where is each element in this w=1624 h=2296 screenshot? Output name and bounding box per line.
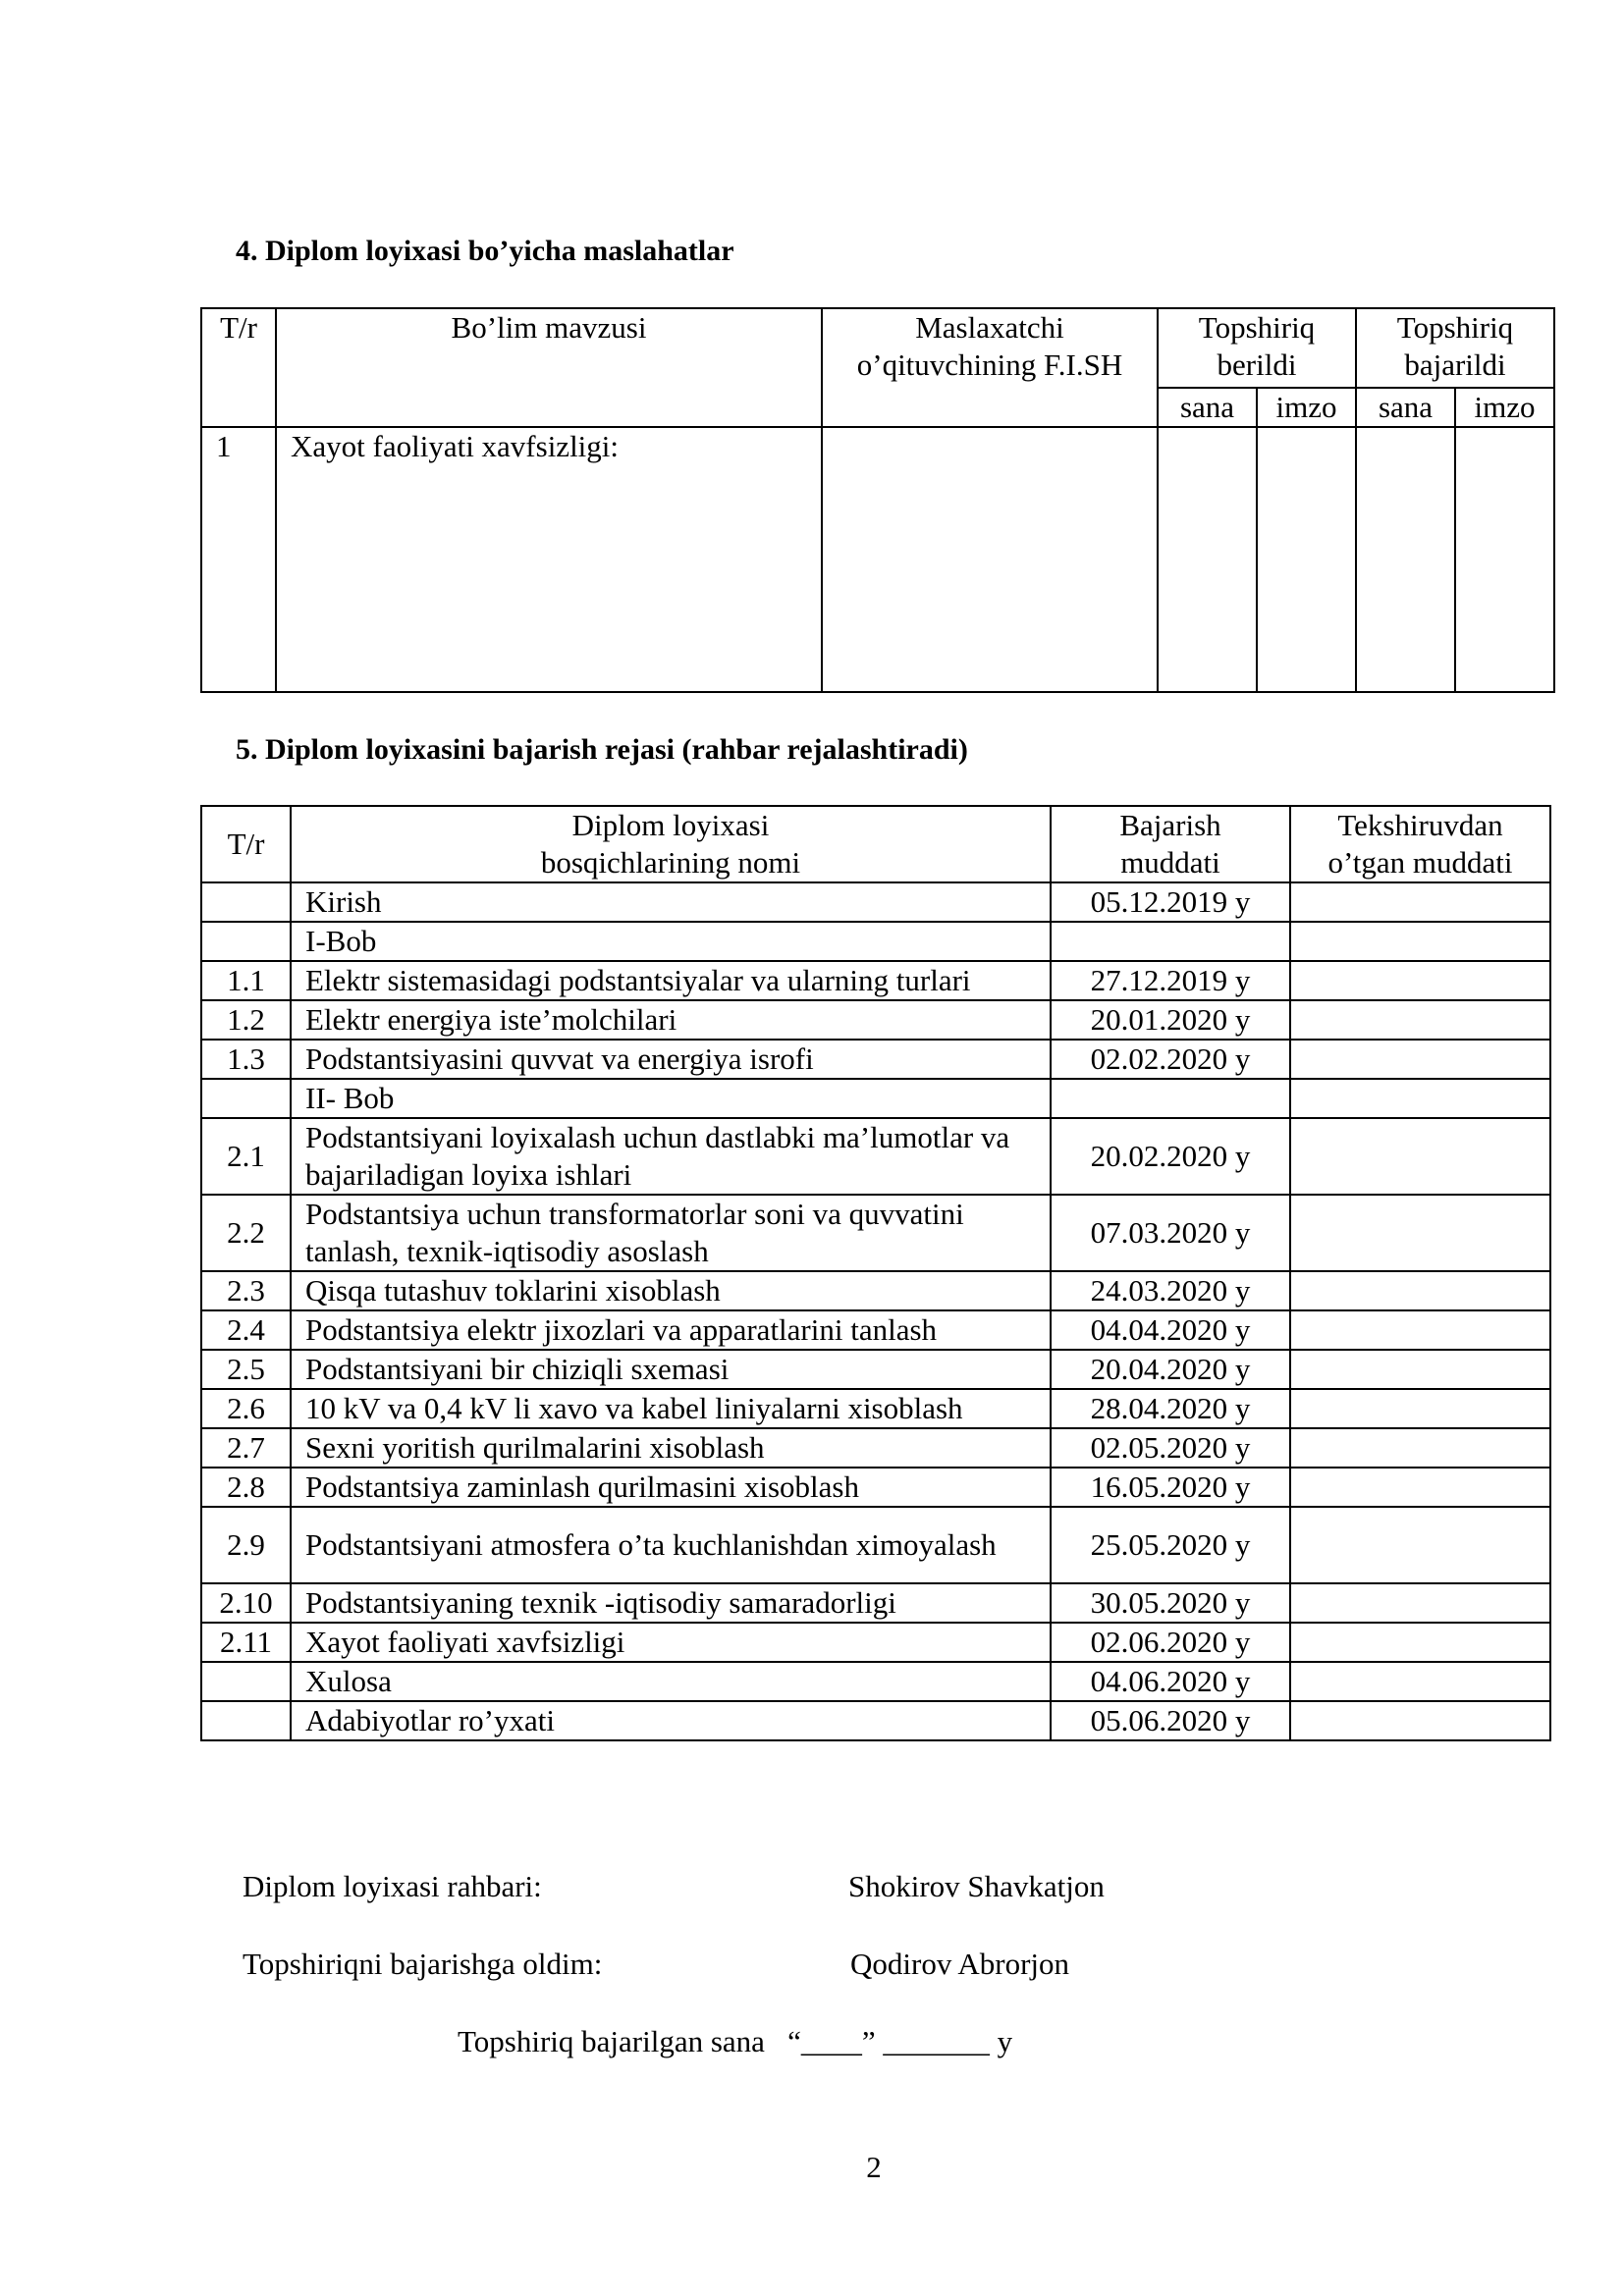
supervisor-name: Shokirov Shavkatjon [848,1869,1105,1903]
row-number [201,922,291,961]
row-given-date [1158,427,1257,692]
row-number: 2.9 [201,1507,291,1583]
row-number: 2.7 [201,1428,291,1468]
row-number [201,1701,291,1740]
consultations-table [200,307,1555,693]
row-stage-name: Qisqa tutashuv toklarini xisoblash [291,1271,1051,1310]
col-header-checked-line2: o’tgan muddati [1327,845,1513,880]
col-header-checked [1290,806,1550,882]
col-header-done-sign: imzo [1455,388,1554,427]
row-checked [1290,1118,1550,1195]
table-row [201,1583,1550,1623]
row-due: 20.04.2020 y [1051,1350,1290,1389]
row-stage-name: Podstantsiyani bir chiziqli sxemasi [291,1350,1051,1389]
row-number [201,882,291,922]
supervisor-label: Diplom loyixasi rahbari: [243,1869,542,1903]
row-due: 20.02.2020 y [1051,1118,1290,1195]
row-number: 1.3 [201,1040,291,1079]
row-checked [1290,1662,1550,1701]
row-topic: Xayot faoliyati xavfsizligi: [276,427,822,692]
row-number: 2.1 [201,1118,291,1195]
table-row [201,1389,1550,1428]
table-row [201,1507,1550,1583]
row-stage-name: Podstantsiyani atmosfera o’ta kuchlanishdan ximoyalash [291,1507,1051,1583]
row-stage-name: Podstantsiyaning texnik -iqtisodiy samaradorligi [291,1583,1051,1623]
row-checked [1290,961,1550,1000]
col-header-stage [291,806,1051,882]
table-row [201,1310,1550,1350]
col-header-done-date: sana [1356,388,1455,427]
row-due [1051,1079,1290,1118]
row-due [1051,922,1290,961]
row-checked [1290,882,1550,922]
col-header-given-sign: imzo [1257,388,1356,427]
row-given-sign [1257,427,1356,692]
section5-title: 5. Diplom loyixasini bajarish rejasi (rahbar rejalashtiradi) [236,733,968,766]
table-row [201,1195,1550,1271]
row-checked [1290,1350,1550,1389]
row-checked [1290,1701,1550,1740]
row-due: 27.12.2019 y [1051,961,1290,1000]
row-checked [1290,1583,1550,1623]
col-header-due-line1: Bajarish [1119,808,1221,842]
row-stage-name: Xayot faoliyati xavfsizligi [291,1623,1051,1662]
completion-date-line: Topshiriq bajarilgan sana “____” _______ y [458,2024,1013,2058]
row-number [201,1662,291,1701]
row-stage-name: 10 kV va 0,4 kV li xavo va kabel liniyalarni xisoblash [291,1389,1051,1428]
row-checked [1290,1000,1550,1040]
row-number: 2.4 [201,1310,291,1350]
row-due: 30.05.2020 y [1051,1583,1290,1623]
row-stage-name: Podstantsiya elektr jixozlari va apparatlarini tanlash [291,1310,1051,1350]
row-checked [1290,1507,1550,1583]
row-checked [1290,922,1550,961]
row-due: 25.05.2020 y [1051,1507,1290,1583]
row-stage-name: Elektr energiya iste’molchilari [291,1000,1051,1040]
table-row [201,1468,1550,1507]
row-stage-name: I-Bob [291,922,1051,961]
row-stage-name: Podstantsiya zaminlash qurilmasini xisoblash [291,1468,1051,1507]
row-due: 04.04.2020 y [1051,1310,1290,1350]
page-number: 2 [866,2150,882,2184]
col-header-topic: Bo’lim mavzusi [276,308,822,427]
col-header-consultant: Maslaxatchi o’qituvchining F.I.SH [822,308,1158,427]
table-row [201,427,1554,692]
row-checked [1290,1079,1550,1118]
student-label: Topshiriqni bajarishga oldim: [243,1947,603,1981]
row-checked [1290,1040,1550,1079]
col-header-tr: T/r [201,308,276,427]
row-number: 1.2 [201,1000,291,1040]
row-done-sign [1455,427,1554,692]
col-header-given-date: sana [1158,388,1257,427]
row-checked [1290,1271,1550,1310]
table-row [201,1079,1550,1118]
table-row [201,1350,1550,1389]
row-number: 2.3 [201,1271,291,1310]
table-row [201,961,1550,1000]
row-stage-name: Podstantsiya uchun transformatorlar soni va quvvatini tanlash, texnik-iqtisodiy asoslash [291,1195,1051,1271]
plan-table [200,805,1551,1741]
table-row [201,1118,1550,1195]
row-number: 2.8 [201,1468,291,1507]
section4-title: 4. Diplom loyixasi bo’yicha maslahatlar [236,235,734,267]
row-number: 2.10 [201,1583,291,1623]
row-consultant [822,427,1158,692]
row-stage-name: Sexni yoritish qurilmalarini xisoblash [291,1428,1051,1468]
row-due: 02.06.2020 y [1051,1623,1290,1662]
row-stage-name: II- Bob [291,1079,1051,1118]
table-row [201,1428,1550,1468]
col-header-tr: T/r [201,806,291,882]
col-header-given: Topshiriq berildi [1158,308,1356,388]
row-number: 1.1 [201,961,291,1000]
row-due: 28.04.2020 y [1051,1389,1290,1428]
row-due: 20.01.2020 y [1051,1000,1290,1040]
table-row [201,1623,1550,1662]
row-stage-name: Kirish [291,882,1051,922]
row-checked [1290,1468,1550,1507]
row-due: 05.12.2019 y [1051,882,1290,922]
row-due: 02.02.2020 y [1051,1040,1290,1079]
row-stage-name: Podstantsiyani loyixalash uchun dastlabki ma’lumotlar va bajariladigan loyixa ishlari [291,1118,1051,1195]
table-row [201,882,1550,922]
table-row [201,1271,1550,1310]
row-due: 24.03.2020 y [1051,1271,1290,1310]
row-due: 16.05.2020 y [1051,1468,1290,1507]
row-checked [1290,1195,1550,1271]
col-header-due-line2: muddati [1120,845,1220,880]
col-header-stage-line2: bosqichlarining nomi [540,845,801,880]
col-header-checked-line1: Tekshiruvdan [1337,808,1503,842]
row-number: 1 [201,427,276,692]
row-done-date [1356,427,1455,692]
table-row [201,1662,1550,1701]
row-stage-name: Elektr sistemasidagi podstantsiyalar va ularning turlari [291,961,1051,1000]
row-due: 02.05.2020 y [1051,1428,1290,1468]
row-checked [1290,1310,1550,1350]
row-due: 04.06.2020 y [1051,1662,1290,1701]
student-name: Qodirov Abrorjon [850,1947,1070,1981]
row-checked [1290,1623,1550,1662]
row-number: 2.6 [201,1389,291,1428]
row-due: 07.03.2020 y [1051,1195,1290,1271]
row-checked [1290,1428,1550,1468]
row-number: 2.2 [201,1195,291,1271]
row-stage-name: Podstantsiyasini quvvat va energiya isrofi [291,1040,1051,1079]
table-row [201,1701,1550,1740]
row-number: 2.11 [201,1623,291,1662]
table-row [201,1040,1550,1079]
row-stage-name: Xulosa [291,1662,1051,1701]
row-stage-name: Adabiyotlar ro’yxati [291,1701,1051,1740]
table-row [201,922,1550,961]
table-row [201,1000,1550,1040]
col-header-stage-line1: Diplom loyixasi [571,808,770,842]
col-header-due [1051,806,1290,882]
row-due: 05.06.2020 y [1051,1701,1290,1740]
col-header-done: Topshiriq bajarildi [1356,308,1554,388]
row-number [201,1079,291,1118]
row-number: 2.5 [201,1350,291,1389]
row-checked [1290,1389,1550,1428]
